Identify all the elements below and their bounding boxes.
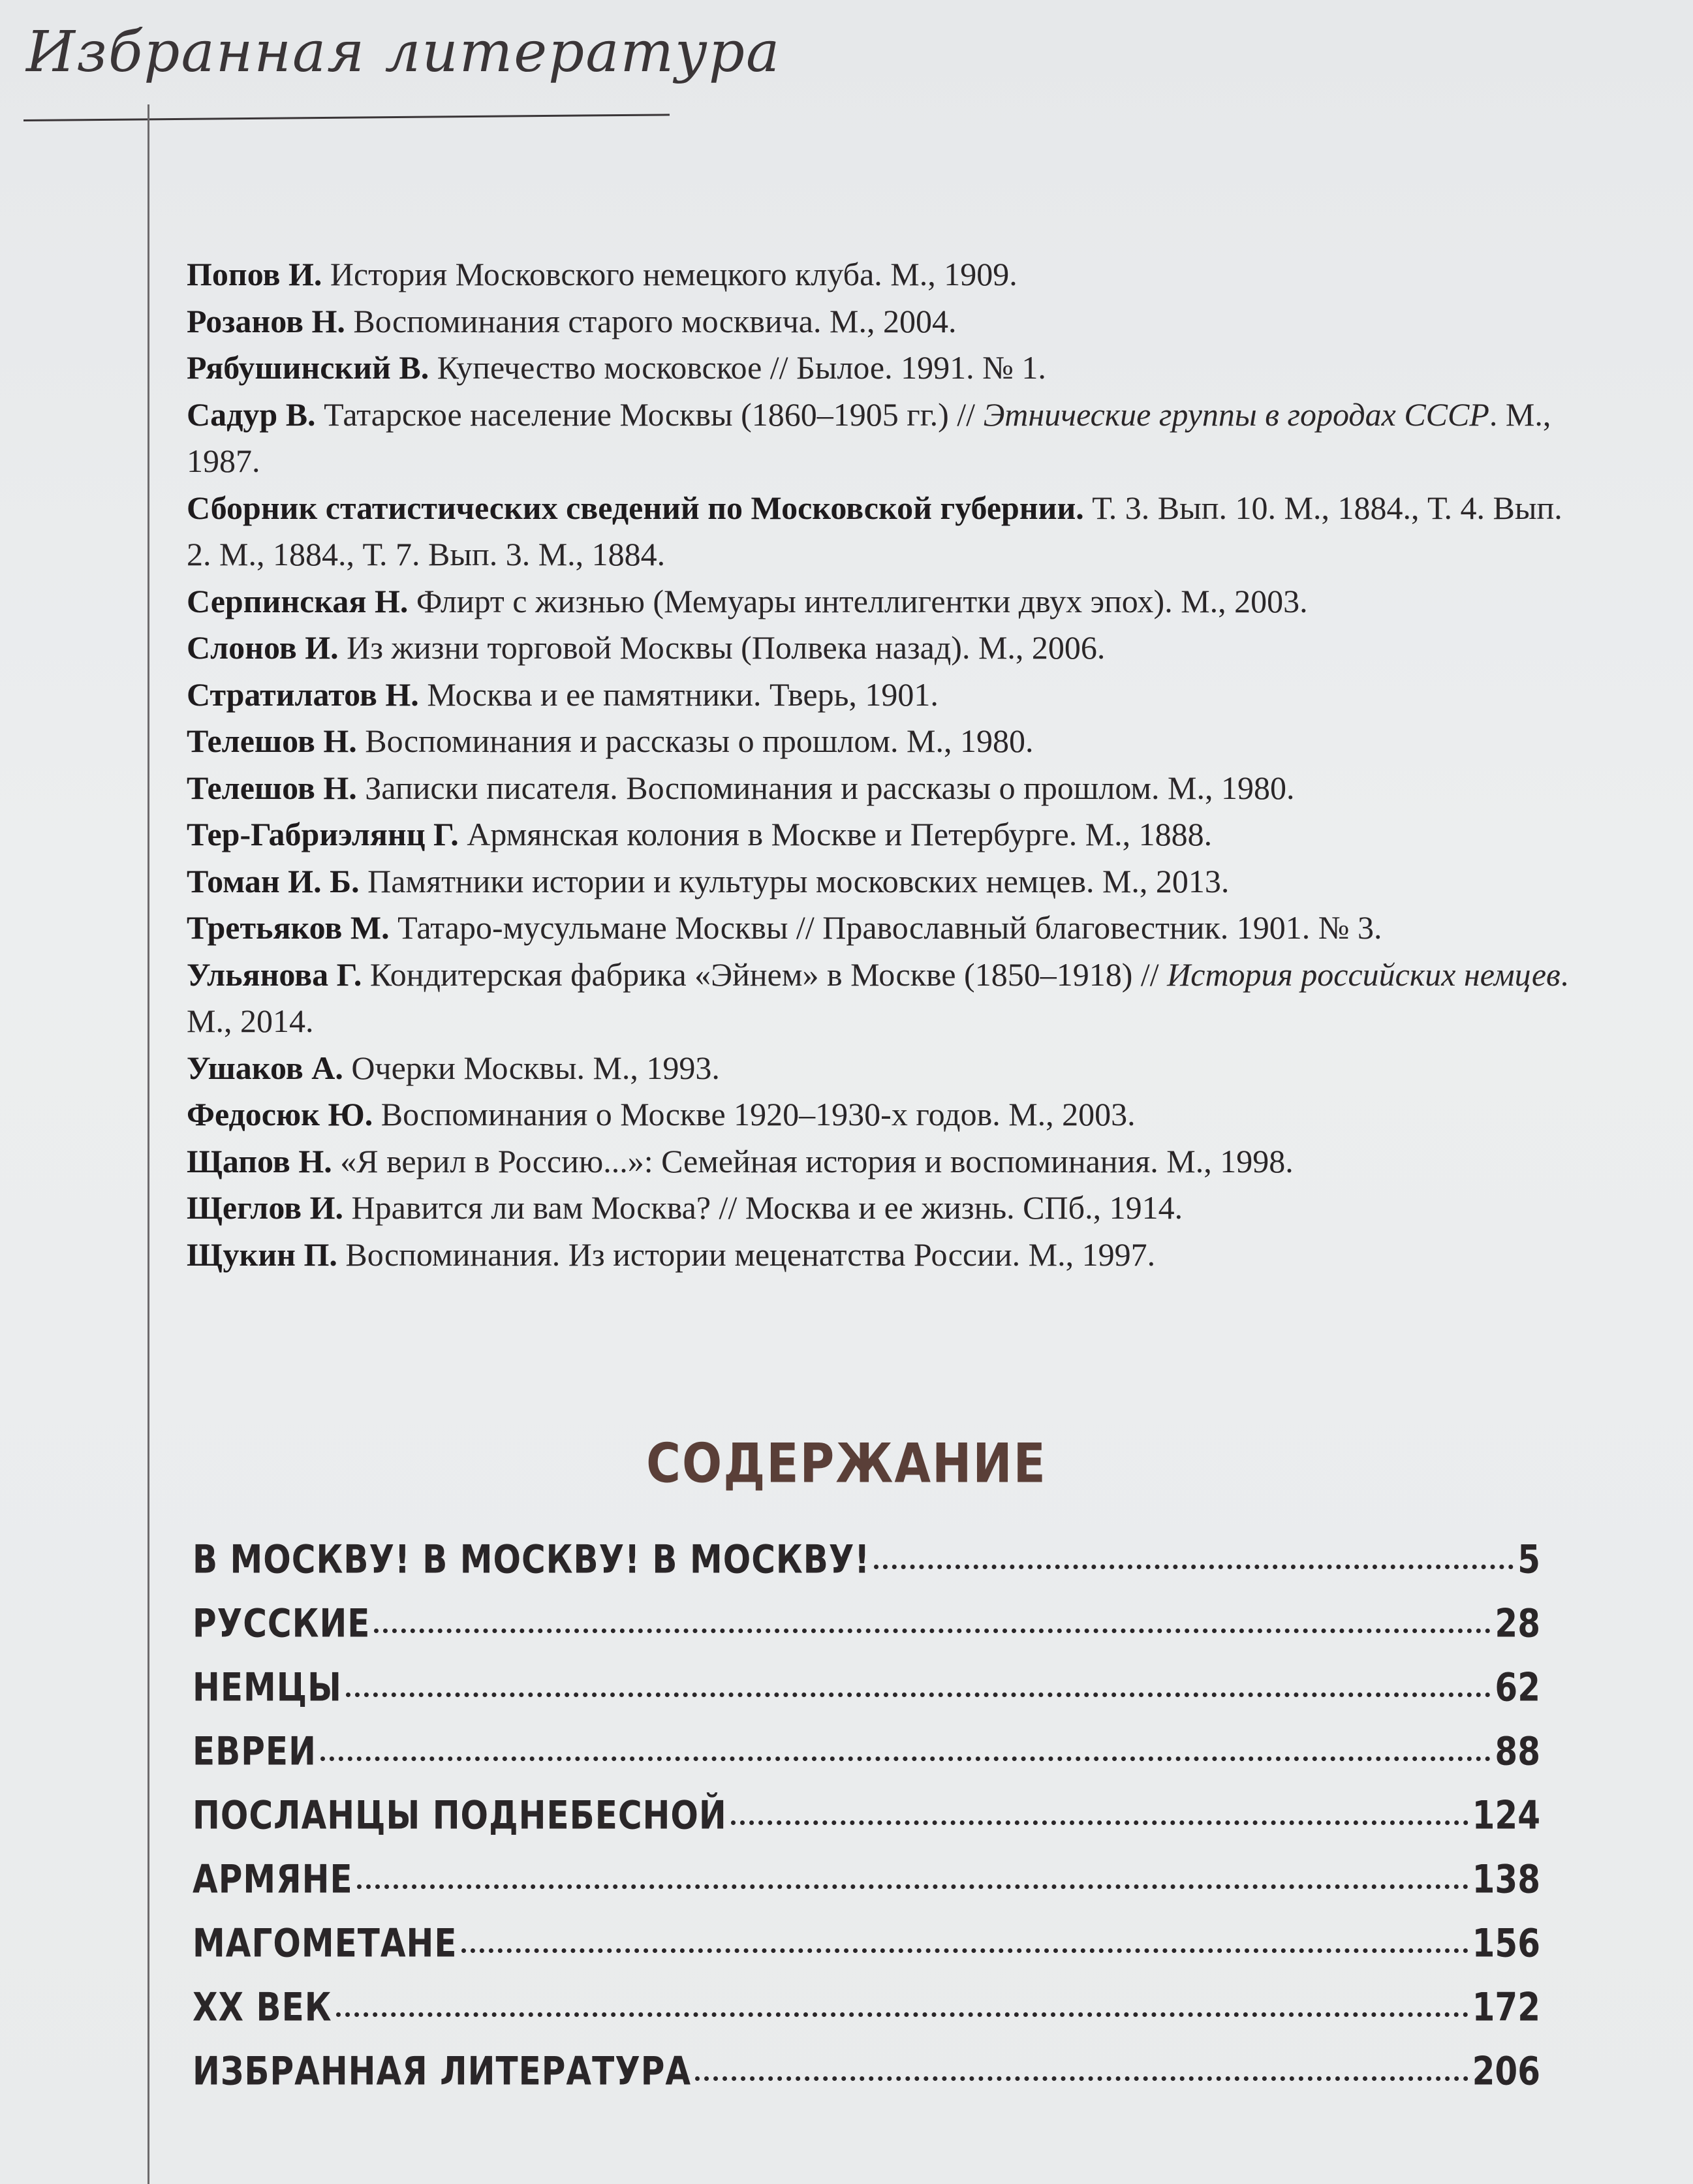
- entry-author: Сборник статистических сведений по Московской губернии.: [187, 489, 1084, 526]
- bibliography-entry: [187, 251, 1570, 298]
- toc-dot-leader: [346, 1693, 1491, 1697]
- toc-dot-leader: [731, 1820, 1468, 1825]
- bibliography-entry: [187, 625, 1570, 672]
- toc-item-label: ПОСЛАНЦЫ ПОДНЕБЕСНОЙ: [193, 1792, 727, 1838]
- entry-author: Федосюк Ю.: [187, 1096, 373, 1132]
- entry-author: Стратилатов Н.: [187, 676, 419, 713]
- bibliography-entry: [187, 298, 1570, 345]
- toc-item-label: РУССКИЕ: [193, 1600, 371, 1646]
- entry-text: Из жизни торговой Москвы (Полвека назад). М., 2006.: [338, 629, 1106, 666]
- toc-dot-leader: [320, 1756, 1491, 1761]
- entry-author: Третьяков М.: [187, 909, 390, 946]
- entry-text: Воспоминания старого москвича. М., 2004.: [345, 302, 957, 339]
- entry-source-title: История российских немцев: [1167, 956, 1561, 993]
- header-rule: [23, 114, 670, 121]
- toc-item: [193, 1792, 1540, 1860]
- toc-item-page: 124: [1472, 1792, 1540, 1838]
- toc-item-page: 206: [1472, 2048, 1540, 2094]
- toc-item-page: 138: [1472, 1856, 1540, 1902]
- entry-text-tail: . М., 1987.: [187, 396, 1551, 479]
- toc-item-page: 28: [1495, 1600, 1540, 1646]
- toc-item-label: ИЗБРАННАЯ ЛИТЕРАТУРА: [193, 2048, 692, 2094]
- contents-heading: СОДЕРЖАНИЕ: [646, 1431, 1047, 1495]
- bibliography-entry: [187, 811, 1570, 858]
- toc-item-label: В МОСКВУ! В МОСКВУ! В МОСКВУ!: [193, 1537, 871, 1582]
- entry-author: Щукин П.: [187, 1236, 337, 1273]
- entry-text: Очерки Москвы. М., 1993.: [343, 1049, 720, 1086]
- entry-text: Татарское население Москвы (1860–1905 гг.) //: [315, 396, 984, 433]
- entry-author: Щеглов И.: [187, 1189, 343, 1226]
- bibliography-list: [187, 251, 1570, 1278]
- toc-item-label: МАГОМЕТАНЕ: [193, 1920, 458, 1966]
- toc-item: [193, 1984, 1540, 2052]
- entry-author: Попов И.: [187, 256, 322, 292]
- bibliography-entry: [187, 392, 1570, 485]
- running-header-title: Избранная литература: [26, 20, 781, 85]
- entry-text: Армянская колония в Москве и Петербурге. М., 1888.: [458, 816, 1213, 852]
- toc-dot-leader: [874, 1565, 1514, 1569]
- entry-author: Телешов Н.: [187, 723, 357, 759]
- entry-text: История Московского немецкого клуба. М., 1909.: [322, 256, 1017, 292]
- entry-author: Розанов Н.: [187, 302, 345, 339]
- bibliography-entry: [187, 485, 1570, 578]
- table-of-contents: [193, 1537, 1540, 2116]
- toc-item: [193, 1856, 1540, 1924]
- toc-item: [193, 1537, 1540, 1604]
- entry-text: Нравится ли вам Москва? // Москва и ее жизнь. СПб., 1914.: [343, 1189, 1183, 1226]
- entry-author: Ушаков А.: [187, 1049, 343, 1086]
- toc-dot-leader: [374, 1629, 1491, 1633]
- entry-author: Тер-Габриэлянц Г.: [187, 816, 459, 852]
- bibliography-entry: [187, 672, 1570, 719]
- bibliography-entry: [187, 578, 1570, 625]
- bibliography-entry: [187, 905, 1570, 952]
- entry-text: Купечество московское // Былое. 1991. № 1.: [429, 349, 1046, 386]
- bibliography-entry: [187, 1138, 1570, 1185]
- toc-item: [193, 1600, 1540, 1668]
- entry-text: Воспоминания. Из истории меценатства России. М., 1997.: [337, 1236, 1156, 1273]
- entry-author: Рябушинский В.: [187, 349, 429, 386]
- toc-item-page: 5: [1517, 1537, 1540, 1582]
- toc-item-page: 88: [1495, 1728, 1540, 1774]
- entry-text: «Я верил в Россию...»: Семейная история и воспоминания. М., 1998.: [332, 1142, 1294, 1179]
- toc-dot-leader: [461, 1948, 1468, 1953]
- toc-item-label: ЕВРЕИ: [193, 1728, 317, 1774]
- bibliography-entry: [187, 718, 1570, 765]
- bibliography-entry: [187, 1232, 1570, 1279]
- entry-text: Кондитерская фабрика «Эйнем» в Москве (1850–1918) //: [362, 956, 1168, 993]
- bibliography-entry: [187, 345, 1570, 392]
- entry-author: Телешов Н.: [187, 769, 357, 806]
- bibliography-entry: [187, 1045, 1570, 1092]
- toc-dot-leader: [336, 2012, 1468, 2017]
- toc-item-label: АРМЯНЕ: [193, 1856, 353, 1902]
- toc-item: [193, 2048, 1540, 2116]
- toc-item-label: XX ВЕК: [193, 1984, 332, 2030]
- entry-text: Татаро-мусульмане Москвы // Православный благовестник. 1901. № 3.: [389, 909, 1382, 946]
- toc-item-page: 156: [1472, 1920, 1540, 1966]
- entry-author: Слонов И.: [187, 629, 339, 666]
- bibliography-entry: [187, 952, 1570, 1045]
- entry-text: Воспоминания о Москве 1920–1930-х годов. М., 2003.: [373, 1096, 1136, 1132]
- toc-item: [193, 1664, 1540, 1732]
- margin-rule: [148, 104, 149, 2184]
- entry-author: Садур В.: [187, 396, 316, 433]
- toc-dot-leader: [695, 2076, 1468, 2081]
- entry-author: Ульянова Г.: [187, 956, 362, 993]
- bibliography-entry: [187, 1091, 1570, 1138]
- toc-dot-leader: [357, 1884, 1468, 1889]
- toc-item: [193, 1728, 1540, 1796]
- entry-text: Флирт с жизнью (Мемуары интеллигентки двух эпох). М., 2003.: [408, 582, 1308, 619]
- entry-source-title: Этнические группы в городах СССР: [983, 396, 1489, 433]
- entry-text: Записки писателя. Воспоминания и рассказы о прошлом. М., 1980.: [356, 769, 1295, 806]
- toc-item-page: 172: [1472, 1984, 1540, 2030]
- bibliography-entry: [187, 858, 1570, 905]
- entry-text: Москва и ее памятники. Тверь, 1901.: [418, 676, 939, 713]
- entry-text: Т. 3. Вып. 10. М., 1884., Т. 4. Вып. 2. М., 1884., Т. 7. Вып. 3. М., 1884.: [187, 489, 1562, 572]
- entry-text-tail: . М., 2014.: [187, 956, 1569, 1039]
- toc-item: [193, 1920, 1540, 1988]
- toc-item-label: НЕМЦЫ: [193, 1664, 342, 1710]
- entry-author: Томан И. Б.: [187, 862, 360, 899]
- entry-text: Памятники истории и культуры московских немцев. М., 2013.: [359, 862, 1230, 899]
- entry-author: Серпинская Н.: [187, 582, 409, 619]
- bibliography-entry: [187, 765, 1570, 812]
- toc-item-page: 62: [1495, 1664, 1540, 1710]
- entry-author: Щапов Н.: [187, 1142, 332, 1179]
- entry-text: Воспоминания и рассказы о прошлом. М., 1980.: [356, 723, 1034, 759]
- bibliography-entry: [187, 1185, 1570, 1232]
